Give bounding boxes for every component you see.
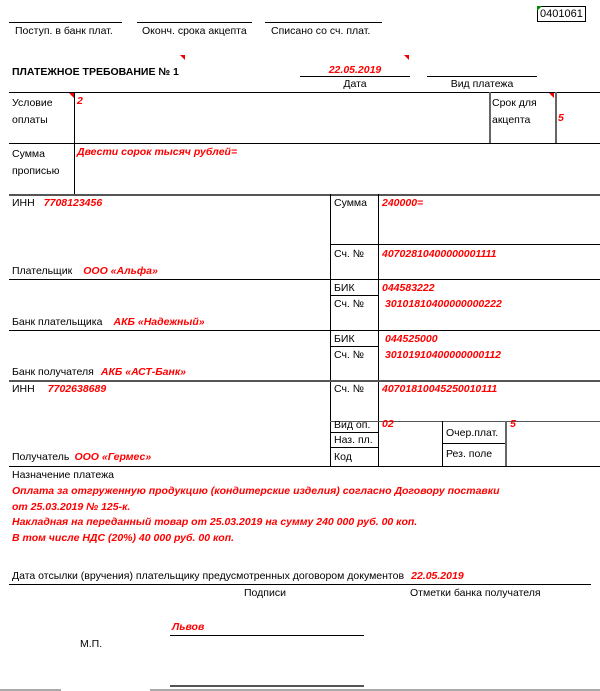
payment-condition-label <box>12 95 53 129</box>
op-type-label: Вид оп. <box>334 419 371 431</box>
acceptance-term-label <box>492 95 537 129</box>
docs-sent <box>12 570 464 582</box>
signatures-label: Подписи <box>244 587 286 599</box>
recipient-bank <box>12 366 186 378</box>
payer-bank-account-field[interactable]: 30101810400000000222 <box>385 298 502 310</box>
payment-condition-label-line2: оплаты <box>12 114 48 126</box>
signer1-field[interactable]: Львов <box>172 621 205 633</box>
recipient-bank-bik-field[interactable]: 044525000 <box>385 333 438 345</box>
payer-name-label: Плательщик <box>12 265 73 277</box>
amount-words-label <box>12 146 60 180</box>
purpose-code-label: Наз. пл. <box>334 434 373 446</box>
note-marker-icon <box>180 55 185 60</box>
payer-account-field[interactable]: 40702810400000001111 <box>382 248 497 260</box>
docs-sent-field[interactable]: 22.05.2019 <box>411 570 464 582</box>
payer-bank-bik-label: БИК <box>334 282 355 294</box>
received-line <box>9 22 122 23</box>
payer-name <box>12 265 158 277</box>
recipient-bank-bik-label: БИК <box>334 333 355 345</box>
priority-label: Очер.плат. <box>446 427 499 439</box>
stamp-label: М.П. <box>80 638 103 650</box>
amount-words-label-line1: Сумма <box>12 148 45 160</box>
recipient-inn <box>12 383 106 395</box>
payer-bank-field[interactable]: АКБ «Надежный» <box>113 316 205 328</box>
acceptance-term-field[interactable]: 5 <box>558 112 564 124</box>
debited-label: Списано со сч. плат. <box>271 25 371 37</box>
amount-words-field[interactable]: Двести сорок тысяч рублей= <box>77 146 238 158</box>
date-line <box>300 76 410 77</box>
acceptance-end-line <box>137 22 252 23</box>
date-field[interactable]: 22.05.2019 <box>328 64 382 76</box>
recipient-bank-account-label: Сч. № <box>334 349 365 361</box>
payer-inn <box>12 197 102 209</box>
payer-bank-bik-field[interactable]: 044583222 <box>382 282 435 294</box>
note-marker-icon <box>537 6 542 11</box>
payer-inn-field[interactable]: 7708123456 <box>43 197 103 209</box>
page-title: ПЛАТЕЖНОЕ ТРЕБОВАНИЕ № 1 <box>12 66 179 78</box>
payer-account-label: Сч. № <box>334 248 365 260</box>
purpose-label: Назначение платежа <box>12 469 114 481</box>
payer-sum-label: Сумма <box>334 197 367 209</box>
note-marker-icon <box>69 93 74 98</box>
bank-marks-label: Отметки банка получателя <box>410 587 541 599</box>
payer-bank <box>12 316 205 328</box>
recipient-bank-field[interactable]: АКБ «АСТ-Банк» <box>100 366 187 378</box>
note-marker-icon <box>404 55 409 60</box>
code-label: Код <box>334 451 352 463</box>
recipient-name <box>12 451 151 463</box>
form-code: 0401061 <box>540 8 583 20</box>
recipient-account-field[interactable]: 40701810045250010111 <box>382 383 498 395</box>
recipient-bank-label: Банк получателя <box>12 366 94 378</box>
payment-type-line <box>427 76 537 77</box>
acceptance-term-label-line2: акцепта <box>492 114 531 126</box>
form-code-box <box>537 6 586 22</box>
received-label: Поступ. в банк плат. <box>15 25 113 37</box>
priority-field[interactable]: 5 <box>510 418 516 430</box>
payer-inn-label: ИНН <box>12 197 35 209</box>
recipient-bank-account-field[interactable]: 30101910400000000112 <box>385 349 502 361</box>
docs-sent-label: Дата отсылки (вручения) плательщику предусмотренных договором документов <box>12 570 405 582</box>
signature-line-2 <box>170 685 364 687</box>
purpose-line: Оплата за отгруженную продукцию (кондитерские изделия) согласно Договору поставки <box>12 485 500 497</box>
payer-name-field[interactable]: ООО «Альфа» <box>83 265 158 277</box>
payer-sum-field[interactable]: 240000= <box>382 197 424 209</box>
date-label: Дата <box>343 78 367 90</box>
recipient-inn-field[interactable]: 7702638689 <box>47 383 107 395</box>
recipient-name-field[interactable]: ООО «Гермес» <box>74 451 152 463</box>
amount-words-label-line2: прописью <box>12 165 60 177</box>
purpose-line: Накладная на переданный товар от 25.03.2019 на сумму 240 000 руб. 00 коп. <box>12 516 418 528</box>
reserve-label: Рез. поле <box>446 448 493 460</box>
acceptance-end-label: Оконч. срока акцепта <box>142 25 247 37</box>
payment-condition-label-line1: Условие <box>12 97 53 109</box>
debited-line <box>265 22 382 23</box>
recipient-name-label: Получатель <box>12 451 70 463</box>
purpose-line: от 25.03.2019 № 125-к. <box>12 500 131 513</box>
signature-line-1 <box>170 635 364 636</box>
acceptance-term-label-line1: Срок для <box>492 97 537 109</box>
recipient-account-label: Сч. № <box>334 383 365 395</box>
payer-bank-account-label: Сч. № <box>334 298 365 310</box>
note-marker-icon <box>549 93 554 98</box>
purpose-line: В том числе НДС (20%) 40 000 руб. 00 коп. <box>12 531 235 544</box>
op-type-field[interactable]: 02 <box>382 418 394 430</box>
recipient-inn-label: ИНН <box>12 383 35 395</box>
payer-bank-label: Банк плательщика <box>12 316 103 328</box>
purpose-field[interactable] <box>12 484 500 546</box>
payment-condition-field[interactable]: 2 <box>77 95 83 107</box>
payment-type-label: Вид платежа <box>450 78 514 90</box>
